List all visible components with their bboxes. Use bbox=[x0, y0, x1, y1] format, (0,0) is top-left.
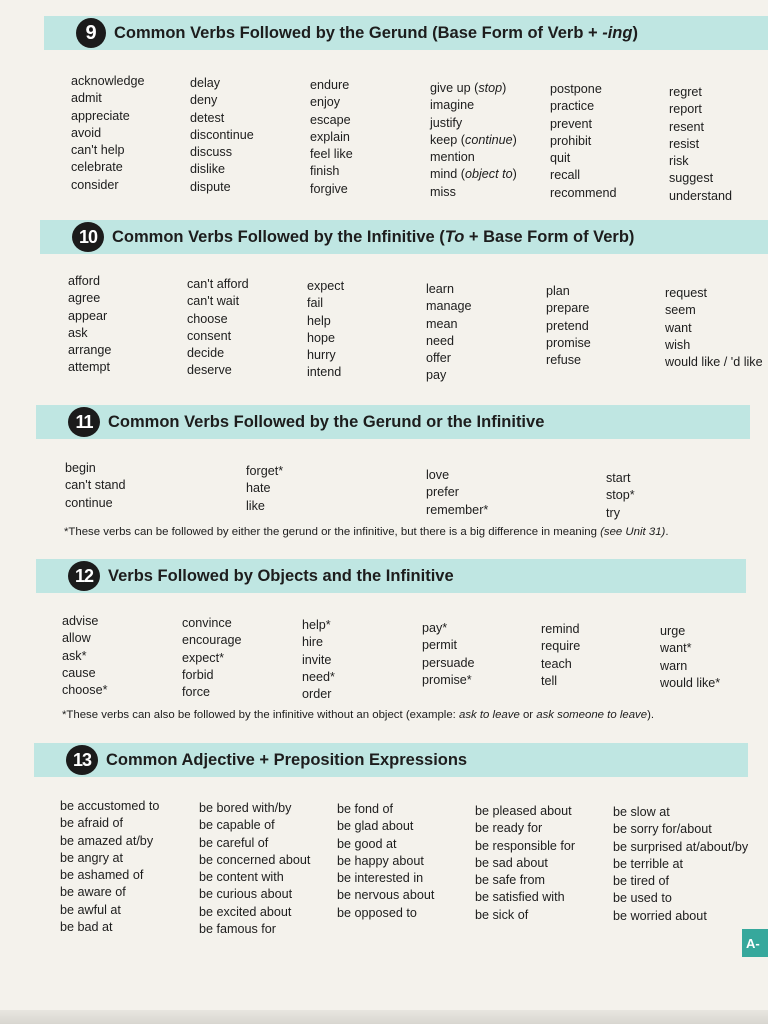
word-column: acknowledge admit appreciate avoid can't help celebrate consider bbox=[71, 74, 145, 192]
word-column: postpone practice prevent prohibit quit recall recommend bbox=[550, 82, 617, 200]
section-9-header bbox=[44, 16, 768, 50]
word-column: be accustomed to be afraid of be amazed at/by be angry at be ashamed of be aware of be awful at be bad at bbox=[60, 799, 160, 935]
word-column: endure enjoy escape explain feel like finish forgive bbox=[310, 78, 353, 196]
section-number-badge: 10 bbox=[72, 222, 104, 252]
word-column: regret report resent resist risk suggest understand bbox=[669, 85, 733, 203]
word-column: be bored with/by be capable of be careful of be concerned about be content with be curious about be excited about be famous for bbox=[199, 801, 311, 937]
page-tab: A- bbox=[742, 929, 768, 957]
word-column: start stop* try bbox=[606, 471, 635, 520]
word-column: help* hire invite need* order bbox=[302, 618, 335, 702]
section-number-badge: 11 bbox=[68, 407, 100, 437]
section-13-header bbox=[34, 743, 748, 777]
word-column: expect fail help hope hurry intend bbox=[307, 279, 345, 380]
section-title: Common Adjective + Preposition Expressions bbox=[106, 750, 468, 769]
section-12-header bbox=[36, 559, 746, 593]
word-column: begin can't stand continue bbox=[65, 461, 126, 510]
section-title: Common Verbs Followed by the Infinitive (To + Base Form of Verb) bbox=[112, 227, 635, 246]
word-column: pay* permit persuade promise* bbox=[422, 621, 475, 687]
section-11-header bbox=[36, 405, 750, 439]
word-column: plan prepare pretend promise refuse bbox=[546, 284, 591, 368]
word-column: delay deny detest discontinue discuss dislike dispute bbox=[190, 76, 254, 194]
word-column: convince encourage expect* forbid force bbox=[182, 616, 242, 700]
word-column: urge want* warn would like* bbox=[660, 624, 721, 690]
word-column: be slow at be sorry for/about be surprised at/about/by be terrible at be tired of be used to be worried about bbox=[613, 805, 749, 923]
section-title: Common Verbs Followed by the Gerund or the Infinitive bbox=[108, 412, 545, 431]
word-column: love prefer remember* bbox=[426, 468, 489, 517]
word-column: learn manage mean need offer pay bbox=[426, 282, 472, 383]
section-number-badge: 9 bbox=[76, 18, 106, 48]
section-title: Verbs Followed by Objects and the Infinitive bbox=[108, 566, 454, 585]
word-column: forget* hate like bbox=[246, 464, 284, 513]
section-10-header bbox=[40, 220, 768, 254]
section-number-badge: 13 bbox=[66, 745, 98, 775]
footnote: *These verbs can be followed by either the gerund or the infinitive, but there is a big difference in meaning (see Unit 31). bbox=[64, 526, 669, 538]
footnote: *These verbs can also be followed by the infinitive without an object (example: ask to leave or ask someone to leave). bbox=[62, 709, 655, 721]
word-column: can't afford can't wait choose consent decide deserve bbox=[187, 277, 249, 378]
word-column: give up (stop) imagine justify keep (continue) mention mind (object to) miss bbox=[430, 81, 517, 199]
page-edge-shadow bbox=[0, 1010, 768, 1024]
word-column: request seem want wish would like / 'd like bbox=[665, 286, 763, 370]
section-title: Common Verbs Followed by the Gerund (Base Form of Verb + -ing) bbox=[114, 23, 638, 42]
word-column: remind require teach tell bbox=[541, 622, 581, 688]
section-number-badge: 12 bbox=[68, 561, 100, 591]
word-column: advise allow ask* cause choose* bbox=[62, 614, 108, 698]
word-column: afford agree appear ask arrange attempt bbox=[68, 274, 112, 375]
word-column: be fond of be glad about be good at be happy about be interested in be nervous about be opposed to bbox=[337, 802, 435, 920]
word-column: be pleased about be ready for be responsible for be sad about be safe from be satisfied with be sick of bbox=[475, 804, 576, 922]
